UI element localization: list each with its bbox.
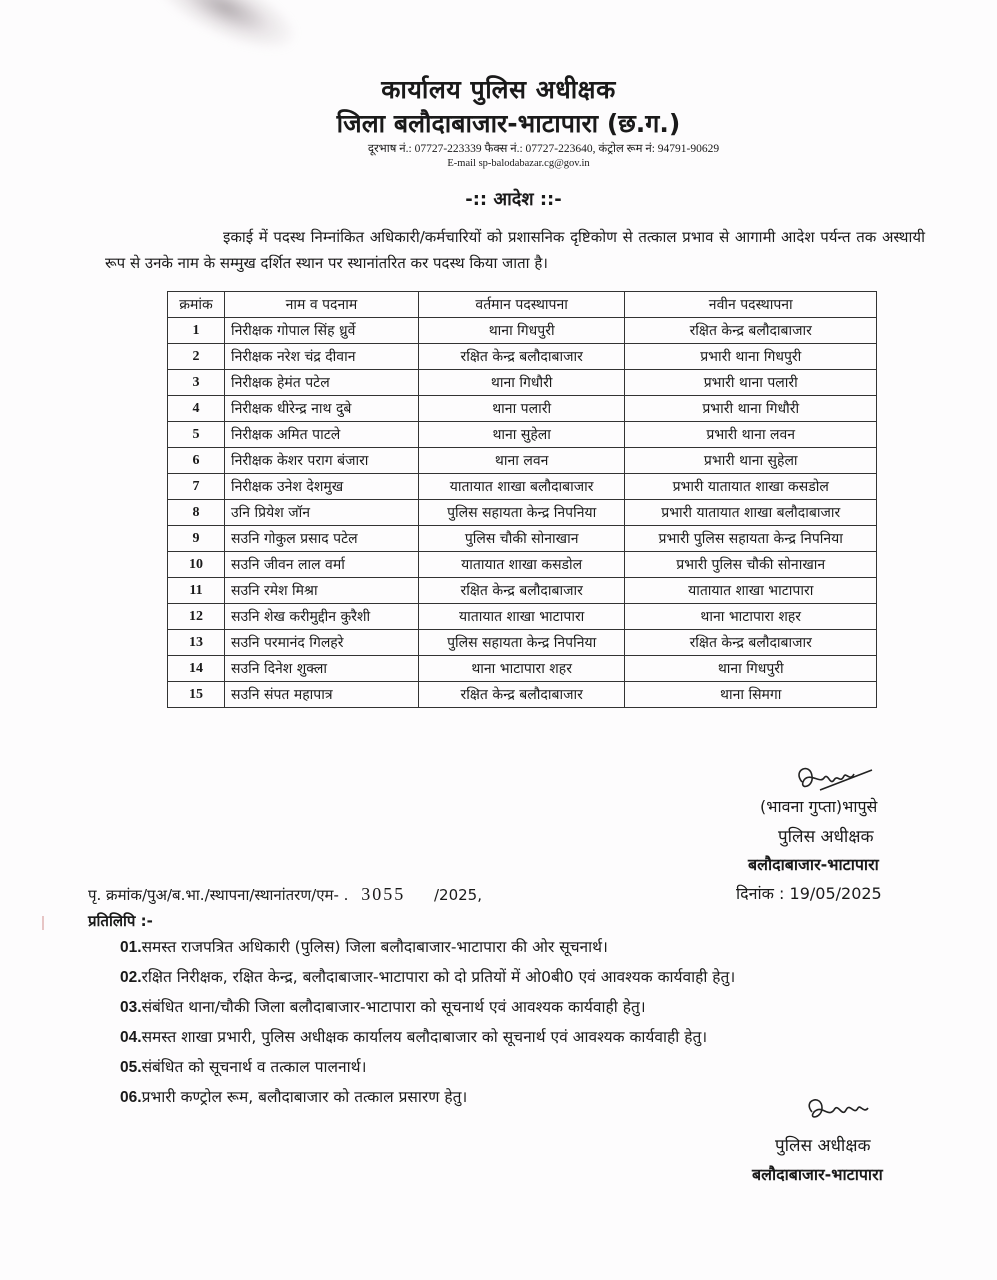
name-cell: निरीक्षक उनेश देशमुख bbox=[225, 474, 419, 500]
name-cell: सउनि गोकुल प्रसाद पटेल bbox=[225, 526, 419, 552]
serial-cell: 1 bbox=[168, 318, 225, 344]
table-row bbox=[168, 422, 877, 448]
copy-to-item-number: 06. bbox=[120, 1089, 142, 1106]
serial-cell: 10 bbox=[168, 552, 225, 578]
transfer-table bbox=[167, 291, 877, 708]
current-posting-cell: यातायात शाखा कसडोल bbox=[418, 552, 625, 578]
signer-district-2: बलौदाबाजार-भाटापारा bbox=[752, 1165, 883, 1184]
signer-district: बलौदाबाजार-भाटापारा bbox=[748, 855, 879, 874]
table-row bbox=[168, 578, 877, 604]
serial-cell: 14 bbox=[168, 656, 225, 682]
serial-cell: 4 bbox=[168, 396, 225, 422]
current-posting-cell: थाना पलारी bbox=[418, 396, 625, 422]
new-posting-cell: प्रभारी थाना गिधपुरी bbox=[625, 344, 877, 370]
current-posting-cell: थाना गिधपुरी bbox=[418, 318, 625, 344]
signer-designation: पुलिस अधीक्षक bbox=[778, 827, 874, 847]
current-posting-cell: पुलिस सहायता केन्द्र निपनिया bbox=[418, 630, 625, 656]
table-row bbox=[168, 370, 877, 396]
new-posting-cell: प्रभारी थाना गिधौरी bbox=[625, 396, 877, 422]
signature-2 bbox=[800, 1092, 890, 1139]
current-posting-cell: रक्षित केन्द्र बलौदाबाजार bbox=[418, 344, 625, 370]
copy-to-item-text: समस्त राजपत्रित अधिकारी (पुलिस) जिला बलौदाबाजार-भाटापारा की ओर सूचनार्थ। bbox=[141, 938, 608, 956]
table-row bbox=[168, 500, 877, 526]
copy-to-item bbox=[120, 1052, 910, 1082]
name-cell: सउनि दिनेश शुक्ला bbox=[225, 656, 419, 682]
reference-line bbox=[88, 884, 482, 905]
table-row bbox=[168, 552, 877, 578]
copy-to-item-text: प्रभारी कण्ट्रोल रूम, बलौदाबाजार को तत्काल प्रसारण हेतु। bbox=[141, 1088, 468, 1106]
current-posting-cell: यातायात शाखा बलौदाबाजार bbox=[418, 474, 625, 500]
table-row bbox=[168, 682, 877, 708]
signer-name: (भावना गुप्ता)भापुसे bbox=[760, 797, 878, 816]
table-row bbox=[168, 604, 877, 630]
copy-to-item-text: संबंधित थाना/चौकी जिला बलौदाबाजार-भाटापारा को सूचनार्थ एवं आवश्यक कार्यवाही हेतु। bbox=[141, 998, 646, 1016]
copy-to-item bbox=[120, 1022, 910, 1052]
current-posting-cell: थाना सुहेला bbox=[418, 422, 625, 448]
copy-to-item bbox=[120, 962, 910, 992]
name-cell: सउनि जीवन लाल वर्मा bbox=[225, 552, 419, 578]
name-cell: उनि प्रियेश जॉन bbox=[225, 500, 419, 526]
copy-to-item bbox=[120, 992, 910, 1022]
current-posting-cell: रक्षित केन्द्र बलौदाबाजार bbox=[418, 682, 625, 708]
name-cell: निरीक्षक केशर पराग बंजारा bbox=[225, 448, 419, 474]
name-cell: निरीक्षक गोपाल सिंह ध्रुर्वे bbox=[225, 318, 419, 344]
header-serial: क्रमांक bbox=[168, 292, 225, 318]
current-posting-cell: पुलिस सहायता केन्द्र निपनिया bbox=[418, 500, 625, 526]
reference-number: 3055 bbox=[361, 884, 406, 904]
new-posting-cell: प्रभारी पुलिस चौकी सोनाखान bbox=[625, 552, 877, 578]
order-date: दिनांक : 19/05/2025 bbox=[736, 884, 882, 903]
signature-scribble-icon bbox=[790, 760, 880, 800]
name-cell: सउनि संपत महापात्र bbox=[225, 682, 419, 708]
contact-line: दूरभाष नं.: 07727-223339 फैक्स नं.: 07727-223640, कंट्रोल रूम नं: 94791-90629 bbox=[367, 143, 720, 155]
new-posting-cell: प्रभारी थाना पलारी bbox=[625, 370, 877, 396]
header-new-posting: नवीन पदस्थापना bbox=[625, 292, 877, 318]
new-posting-cell: रक्षित केन्द्र बलौदाबाजार bbox=[625, 630, 877, 656]
district-title: जिला बलौदाबाजार-भाटापारा (छ.ग.) bbox=[336, 109, 681, 138]
copy-to-item-text: समस्त शाखा प्रभारी, पुलिस अधीक्षक कार्यालय बलौदाबाजार को सूचनार्थ एवं आवश्यक कार्यवाही हेतु। bbox=[141, 1028, 708, 1046]
header-current-posting: वर्तमान पदस्थापना bbox=[418, 292, 625, 318]
serial-cell: 13 bbox=[168, 630, 225, 656]
table-row bbox=[168, 656, 877, 682]
table-row bbox=[168, 448, 877, 474]
new-posting-cell: थाना सिमगा bbox=[625, 682, 877, 708]
new-posting-cell: थाना गिधपुरी bbox=[625, 656, 877, 682]
name-cell: निरीक्षक अमित पाटले bbox=[225, 422, 419, 448]
serial-cell: 11 bbox=[168, 578, 225, 604]
current-posting-cell: थाना लवन bbox=[418, 448, 625, 474]
table-row bbox=[168, 474, 877, 500]
new-posting-cell: रक्षित केन्द्र बलौदाबाजार bbox=[625, 318, 877, 344]
copy-to-list bbox=[120, 932, 910, 1112]
current-posting-cell: रक्षित केन्द्र बलौदाबाजार bbox=[418, 578, 625, 604]
margin-mark bbox=[42, 916, 44, 930]
name-cell: निरीक्षक हेमंत पटेल bbox=[225, 370, 419, 396]
table-row bbox=[168, 396, 877, 422]
copy-to-item-text: संबंधित को सूचनार्थ व तत्काल पालनार्थ। bbox=[141, 1058, 367, 1076]
table-row bbox=[168, 526, 877, 552]
new-posting-cell: थाना भाटापारा शहर bbox=[625, 604, 877, 630]
new-posting-cell: प्रभारी थाना लवन bbox=[625, 422, 877, 448]
copy-to-item-number: 05. bbox=[120, 1059, 142, 1076]
serial-cell: 3 bbox=[168, 370, 225, 396]
copy-to-label: प्रतिलिपि :- bbox=[88, 912, 153, 930]
signer-designation-2: पुलिस अधीक्षक bbox=[775, 1136, 871, 1156]
copy-to-item-number: 01. bbox=[120, 939, 142, 956]
email-line: E-mail sp-balodabazar.cg@gov.in bbox=[447, 158, 590, 169]
current-posting-cell: थाना गिधौरी bbox=[418, 370, 625, 396]
serial-cell: 8 bbox=[168, 500, 225, 526]
order-title: -:: आदेश ::- bbox=[465, 189, 562, 210]
serial-cell: 2 bbox=[168, 344, 225, 370]
reference-prefix: पृ. क्रमांक/पुअ/ब.भा./स्थापना/स्थानांतरण/एम- . bbox=[88, 886, 349, 904]
office-title: कार्यालय पुलिस अधीक्षक bbox=[381, 75, 616, 104]
name-cell: सउनि परमानंद गिलहरे bbox=[225, 630, 419, 656]
scan-smudge bbox=[145, 0, 304, 64]
copy-to-item bbox=[120, 932, 910, 962]
copy-to-item-number: 02. bbox=[120, 969, 142, 986]
copy-to-item-number: 04. bbox=[120, 1029, 142, 1046]
current-posting-cell: पुलिस चौकी सोनाखान bbox=[418, 526, 625, 552]
current-posting-cell: यातायात शाखा भाटापारा bbox=[418, 604, 625, 630]
serial-cell: 15 bbox=[168, 682, 225, 708]
serial-cell: 12 bbox=[168, 604, 225, 630]
reference-year: /2025, bbox=[434, 886, 482, 904]
header-name: नाम व पदनाम bbox=[225, 292, 419, 318]
new-posting-cell: प्रभारी पुलिस सहायता केन्द्र निपनिया bbox=[625, 526, 877, 552]
name-cell: सउनि रमेश मिश्रा bbox=[225, 578, 419, 604]
new-posting-cell: प्रभारी थाना सुहेला bbox=[625, 448, 877, 474]
copy-to-item-text: रक्षित निरीक्षक, रक्षित केन्द्र, बलौदाबाजार-भाटापारा को दो प्रतियों में ओ0बी0 एवं आवश्यक कार्यवाही हेतु। bbox=[141, 968, 736, 986]
new-posting-cell: यातायात शाखा भाटापारा bbox=[625, 578, 877, 604]
signature-scribble-icon bbox=[800, 1092, 890, 1132]
new-posting-cell: प्रभारी यातायात शाखा बलौदाबाजार bbox=[625, 500, 877, 526]
current-posting-cell: थाना भाटापारा शहर bbox=[418, 656, 625, 682]
serial-cell: 5 bbox=[168, 422, 225, 448]
table-row bbox=[168, 318, 877, 344]
intro-paragraph: इकाई में पदस्थ निम्नांकित अधिकारी/कर्मचारियों को प्रशासनिक दृष्टिकोण से तत्काल प्रभाव से आगामी आदेश पर्यन्त तक अस्थायी रूप से उनके नाम के सम्मुख दर्शित स्थान पर स्थानांतरित कर पदस्थ किया जाता है। bbox=[105, 228, 925, 272]
copy-to-item-number: 03. bbox=[120, 999, 142, 1016]
table-row bbox=[168, 630, 877, 656]
new-posting-cell: प्रभारी यातायात शाखा कसडोल bbox=[625, 474, 877, 500]
serial-cell: 6 bbox=[168, 448, 225, 474]
name-cell: निरीक्षक नरेश चंद्र दीवान bbox=[225, 344, 419, 370]
serial-cell: 9 bbox=[168, 526, 225, 552]
serial-cell: 7 bbox=[168, 474, 225, 500]
name-cell: सउनि शेख करीमुद्दीन कुरैशी bbox=[225, 604, 419, 630]
name-cell: निरीक्षक धीरेन्द्र नाथ दुबे bbox=[225, 396, 419, 422]
copy-to-item bbox=[120, 1082, 910, 1112]
table-header-row bbox=[168, 292, 877, 318]
table-row bbox=[168, 344, 877, 370]
